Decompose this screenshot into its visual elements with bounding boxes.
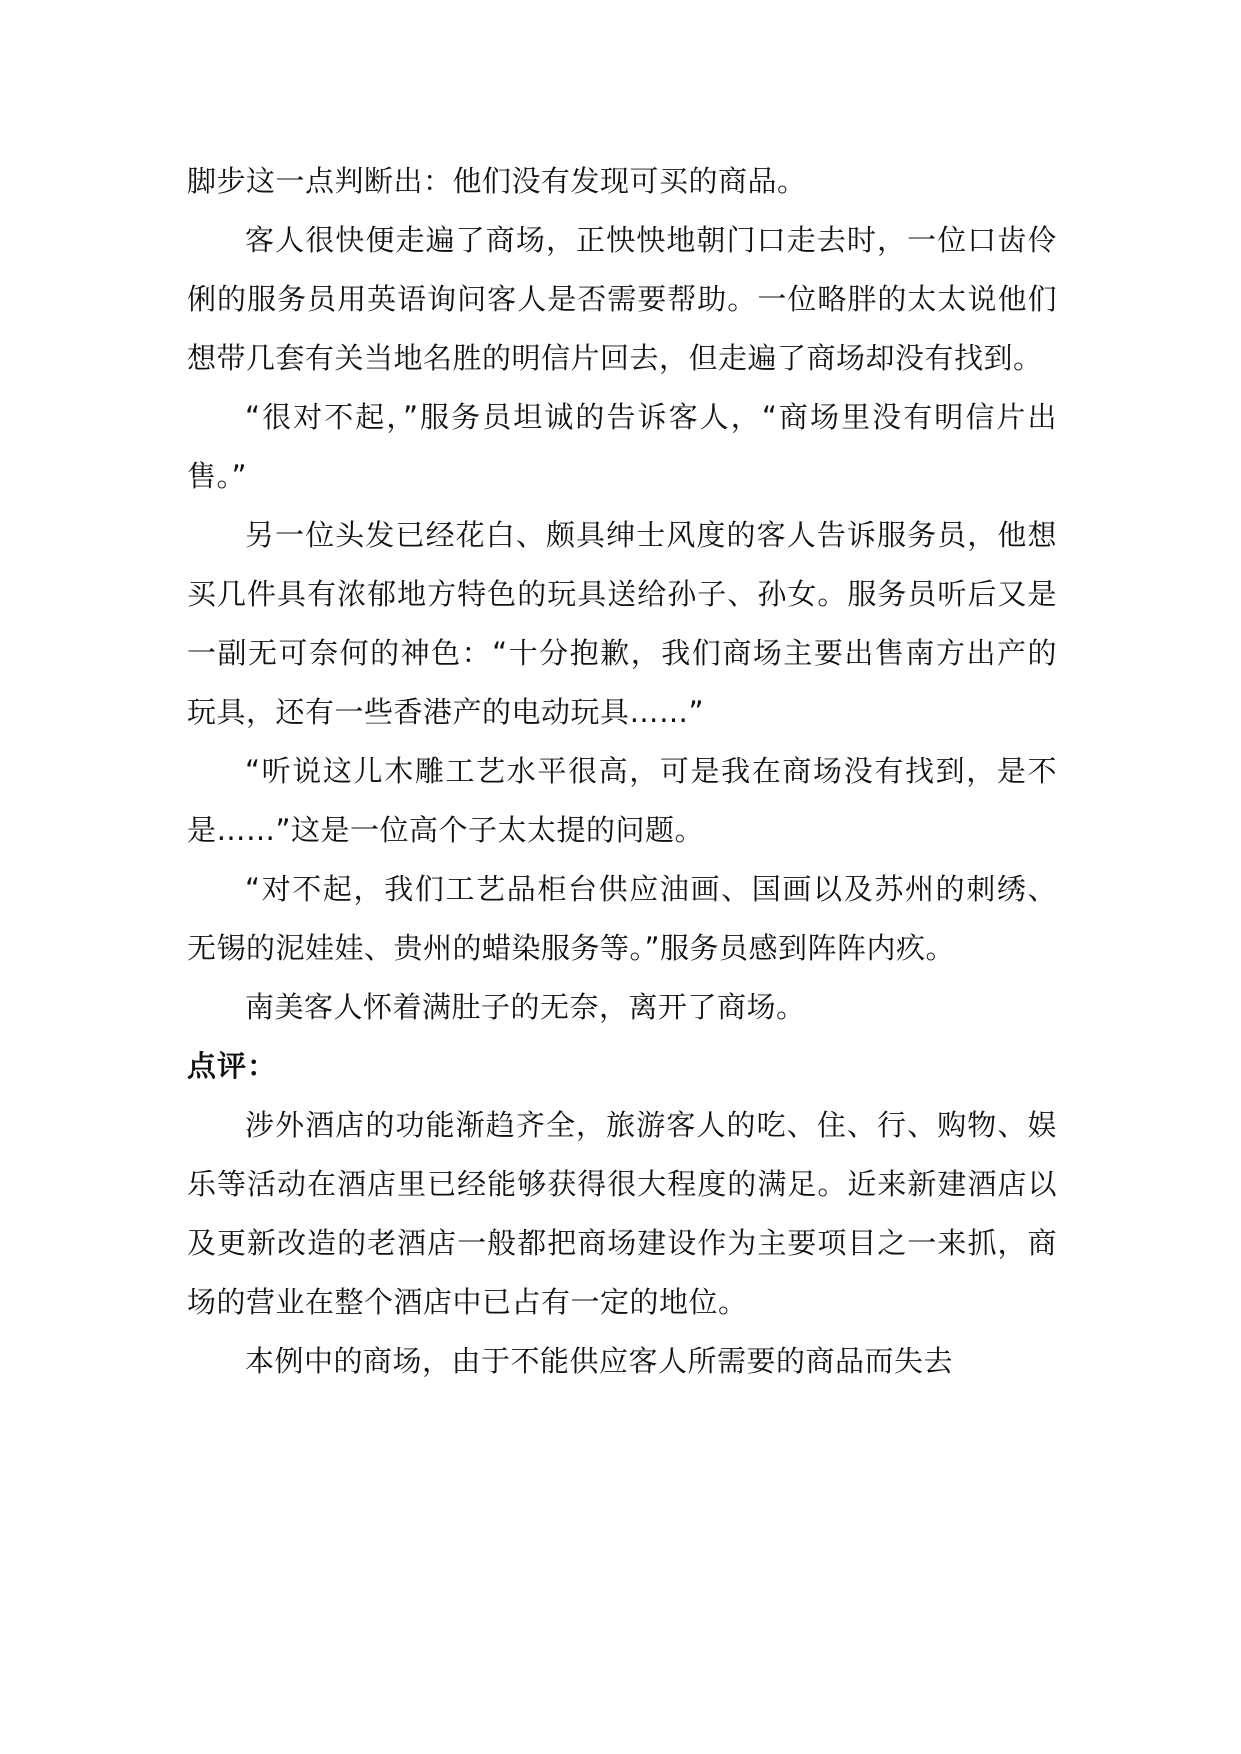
paragraph-crafts-reply: “对不起，我们工艺品柜台供应油画、国画以及苏州的刺绣、无锡的泥娃娃、贵州的蜡染服务等。”服务员感到阵阵内疚。 — [187, 872, 1057, 965]
comment-paragraph-hotel-functions: 涉外酒店的功能渐趋齐全，旅游客人的吃、住、行、购物、娱乐等活动在酒店里已经能够获得很大程度的满足。近来新建酒店以及更新改造的老酒店一般都把商场建设作为主要项目之一来抓，商场的营业在整个酒店中已占有一定的地位。 — [187, 1108, 1057, 1319]
paragraph-departure: 南美客人怀着满肚子的无奈，离开了商场。 — [245, 990, 806, 1024]
paragraph-customers-leaving: 客人很快便走遍了商场，正怏怏地朝门口走去时，一位口齿伶俐的服务员用英语询问客人是否需要帮助。一位略胖的太太说他们想带几套有关当地名胜的明信片回去，但走遍了商场却没有找到。 — [187, 223, 1057, 375]
paragraph-woodcarving-question: “听说这儿木雕工艺水平很高，可是我在商场没有找到，是不是……”这是一位高个子太太提的问题。 — [187, 754, 1057, 847]
comment-paragraph-this-case: 本例中的商场，由于不能供应客人所需要的商品而失去 — [245, 1344, 954, 1378]
paragraph-toy-request: 另一位头发已经花白、颇具绅士风度的客人告诉服务员，他想买几件具有浓郁地方特色的玩具送给孙子、孙女。服务员听后又是一副无可奈何的神色：“十分抱歉，我们商场主要出售南方出产的玩具，还有一些香港产的电动玩具……” — [187, 518, 1057, 729]
comment-heading: 点评： — [187, 1049, 278, 1083]
document-page — [187, 152, 1057, 1391]
paragraph-postcard-reply: “很对不起，”服务员坦诚的告诉客人，“商场里没有明信片出售。” — [187, 400, 1057, 493]
paragraph-continuation: 脚步这一点判断出：他们没有发现可买的商品。 — [187, 164, 807, 198]
